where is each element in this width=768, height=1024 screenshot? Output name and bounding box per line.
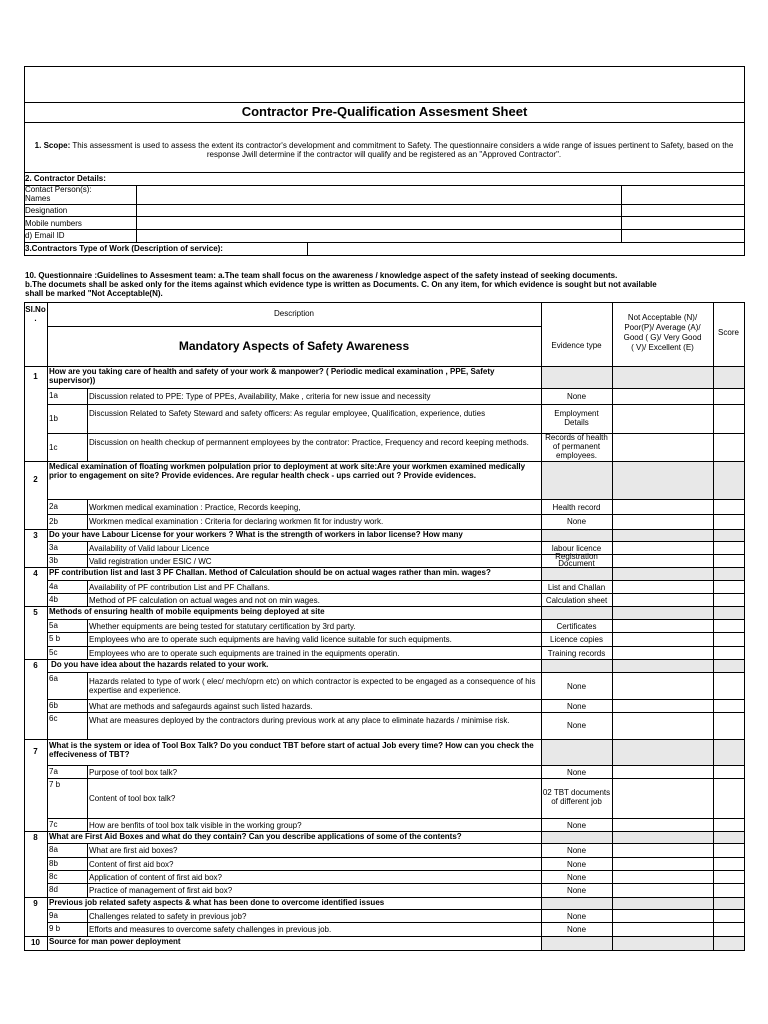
evidence-cell: None [566, 768, 587, 777]
subitem-id: 7 b [49, 780, 61, 789]
subitem-text: Challenges related to safety in previous job? [89, 912, 247, 921]
subitem-id: 8d [49, 885, 58, 894]
question-text: Do you have idea about the hazards related to your work. [51, 660, 269, 669]
subitem-text: Whether equipments are being tested for statutary certification by 3rd party. [89, 622, 356, 631]
guidelines-line-2: b.The documets shall be asked only for the items against which evidence type is written as Documents. C. On any item, for which evidence is sought but not available [25, 280, 657, 289]
guidelines-line-1: 10. Questionnaire :Guidelines to Assesment team: a.The team shall focus on the awareness / knowledge aspect of the safety instead of seeking documents. [25, 271, 618, 280]
subitem-id: 1b [49, 414, 58, 423]
subitem-text: Workmen medical examination : Practice, Records keeping, [89, 503, 301, 512]
evidence-cell: None [566, 821, 587, 830]
subitem-text: Content of first aid box? [89, 860, 174, 869]
evidence-cell: None [566, 721, 587, 730]
question-number: 7 [33, 747, 38, 756]
question-number: 9 [33, 899, 38, 908]
question-text: PF contribution list and last 3 PF Challan. Method of Calculation should be on actual wages rather than min. wages? [49, 568, 491, 577]
subitem-id: 2a [49, 502, 58, 511]
field-email: d) Email ID [25, 231, 65, 240]
evidence-cell: None [566, 873, 587, 882]
subitem-id: 8b [49, 859, 58, 868]
field-names: Names [25, 194, 51, 203]
question-number: 2 [33, 475, 38, 484]
evidence-cell: Training records [547, 649, 606, 658]
evidence-cell: Registration Document [555, 553, 598, 567]
evidence-cell: None [566, 846, 587, 855]
subitem-id: 5 b [49, 634, 61, 643]
scope-text: This assessment is used to assess the extent its contractor's development and commitment to Safety. The questionnaire considers a wide range of issues pertinent to Safety, based on the response Jwill determine if the contractor will qualify and be registered as an "Approved Contractor". [72, 141, 734, 159]
subitem-id: 9 b [49, 924, 61, 933]
scope-block: 1. Scope: This assessment is used to assess the extent its contractor's development and commitment to Safety. The questionnaire considers a wide range of issues pertinent to Safety, based on the response Jwill determine if the contractor will qualify and be registered as an "Approved Contractor". [34, 141, 734, 159]
question-number: 5 [33, 608, 38, 617]
subitem-text: Application of content of first aid box? [89, 873, 222, 882]
scope-label: 1. Scope [34, 141, 68, 150]
subitem-text: Valid registration under ESIC / WC [89, 557, 212, 566]
subitem-id: 3b [49, 556, 58, 565]
question-text: How are you taking care of health and safety of your work & manpower? ( Periodic medical examination , PPE, Safety supervisor)) [49, 367, 495, 385]
subitem-id: 6a [49, 674, 58, 683]
evidence-cell: labour licence [551, 544, 602, 553]
evidence-cell: Health record [552, 503, 601, 512]
subitem-id: 1c [49, 443, 58, 452]
evidence-cell: Employment Details [554, 409, 599, 427]
work-type-label: 3.Contractors Type of Work (Description of service): [25, 244, 223, 253]
evidence-cell: Records of health of permanent employees. [545, 433, 608, 460]
question-number: 4 [33, 569, 38, 578]
rating-header-4: ( V)/ Excellent (E) [631, 343, 694, 352]
subitem-id: 7c [49, 820, 58, 829]
question-text: Do your have Labour License for your workers ? What is the strength of workers in labor license? How many [49, 530, 463, 539]
evidence-cell: None [566, 886, 587, 895]
evidence-cell: List and Challan [547, 583, 606, 592]
question-text: Source for man power deployment [49, 937, 181, 946]
evidence-cell: Calculation sheet [545, 596, 608, 605]
evidence-cell: None [566, 912, 587, 921]
score-header: Score [718, 328, 739, 337]
evidence-cell: None [566, 702, 587, 711]
evidence-cell: 02 TBT documents of different job [542, 788, 611, 806]
description-header: Description [273, 309, 314, 318]
subitem-id: 5a [49, 621, 58, 630]
subitem-id: 2b [49, 517, 58, 526]
question-text: What is the system or idea of Tool Box Talk? Do you conduct TBT before start of actual Job every time? How can you check the effeciveness of TBT? [49, 741, 534, 759]
subitem-text: Availability of PF contribution List and PF Challans. [89, 583, 270, 592]
subitem-id: 9a [49, 911, 58, 920]
subitem-text: How are benfits of tool box talk visible in the working group? [89, 821, 302, 830]
subitem-id: 1a [49, 391, 58, 400]
evidence-cell: None [566, 517, 587, 526]
evidence-cell: Certificates [556, 622, 597, 631]
subitem-id: 4b [49, 595, 58, 604]
subitem-text: Purpose of tool box talk? [89, 768, 178, 777]
subitem-text: What are methods and safegaurds against such listed hazards. [89, 702, 313, 711]
subitem-text: Practice of management of first aid box? [89, 886, 233, 895]
subitem-text: Discussion Related to Safety Steward and safety officers: As regular employee, Qualification, experience, duties [89, 409, 486, 418]
subitem-text: What are first aid boxes? [89, 846, 178, 855]
rating-header-3: Good ( G)/ Very Good [623, 333, 702, 342]
slno-header: Sl.No [25, 305, 46, 314]
question-number: 8 [33, 833, 38, 842]
evidence-header: Evidence type [551, 341, 602, 350]
subitem-id: 4a [49, 582, 58, 591]
subitem-text: Employees who are to operate such equipments are having valid licence suitable for such equipments. [89, 635, 452, 644]
field-designation: Designation [25, 206, 68, 215]
subitem-id: 8a [49, 845, 58, 854]
field-mobile: Mobile numbers [25, 219, 82, 228]
guidelines-line-3: shall be marked "Not Acceptable(N). [25, 289, 163, 298]
slno-header-dot: . [34, 314, 37, 323]
subitem-text: What are measures deployed by the contractors during previous work at any place to eliminate hazards / minimise risk. [89, 716, 510, 725]
question-text: Methods of ensuring health of mobile equipments being deployed at site [49, 607, 325, 616]
section-title: Mandatory Aspects of Safety Awareness [178, 339, 410, 353]
subitem-id: 6b [49, 701, 58, 710]
evidence-cell: None [566, 860, 587, 869]
evidence-cell: None [566, 392, 587, 401]
subitem-id: 3a [49, 543, 58, 552]
question-number: 1 [33, 372, 38, 381]
question-number: 6 [33, 661, 38, 670]
subitem-text: Efforts and measures to overcome safety challenges in previous job. [89, 925, 332, 934]
subitem-id: 8c [49, 872, 58, 881]
subitem-id: 7a [49, 767, 58, 776]
question-text: Previous job related safety aspects & what has been done to overcome identified issues [49, 898, 385, 907]
question-text: What are First Aid Boxes and what do they contain? Can you describe applications of some of the contents? [49, 832, 462, 841]
rating-header-2: Poor(P)/ Average (A)/ [624, 323, 701, 332]
subitem-id: 6c [49, 714, 58, 723]
subitem-text: Content of tool box talk? [89, 794, 176, 803]
subitem-text: Discussion on health checkup of permannent employees by the contrator: Practice, Frequency and record keeping methods. [89, 438, 529, 447]
field-contact-person: Contact Person(s): [25, 185, 92, 194]
contractor-details-heading: 2. Contractor Details: [25, 174, 106, 183]
subitem-text: Discussion related to PPE: Type of PPEs, Availability, Make , criteria for new issue and necessity [89, 392, 431, 401]
question-number: 10 [31, 938, 40, 947]
question-text: Medical examination of floating workmen polpulation prior to deployment at work site:Are your workmen examined medically prior to engagement on site? Provide evidences. Are regular health check - ups carried out ? Provide evidences. [49, 462, 526, 480]
subitem-text: Employees who are to operate such equipments are trained in the equipments operatin. [89, 649, 400, 658]
page-title: Contractor Pre-Qualification Assesment Sheet [241, 104, 528, 119]
evidence-cell: None [566, 925, 587, 934]
rating-header-1: Not Acceptable (N)/ [627, 313, 698, 322]
subitem-id: 5c [49, 648, 58, 657]
subitem-text: Availability of Valid labour Licence [89, 544, 210, 553]
subitem-text: Hazards related to type of work ( elec/ mech/oprn etc) on which contractor is expected to be engaged as a consequence of his expertise and experience. [89, 677, 536, 695]
subitem-text: Workmen medical examination : Criteria for declaring workmen fit for industry work. [89, 517, 384, 526]
subitem-text: Method of PF calculation on actual wages and not on min wages. [89, 596, 320, 605]
question-number: 3 [33, 531, 38, 540]
evidence-cell: None [566, 682, 587, 691]
evidence-cell: Licence copies [550, 635, 603, 644]
